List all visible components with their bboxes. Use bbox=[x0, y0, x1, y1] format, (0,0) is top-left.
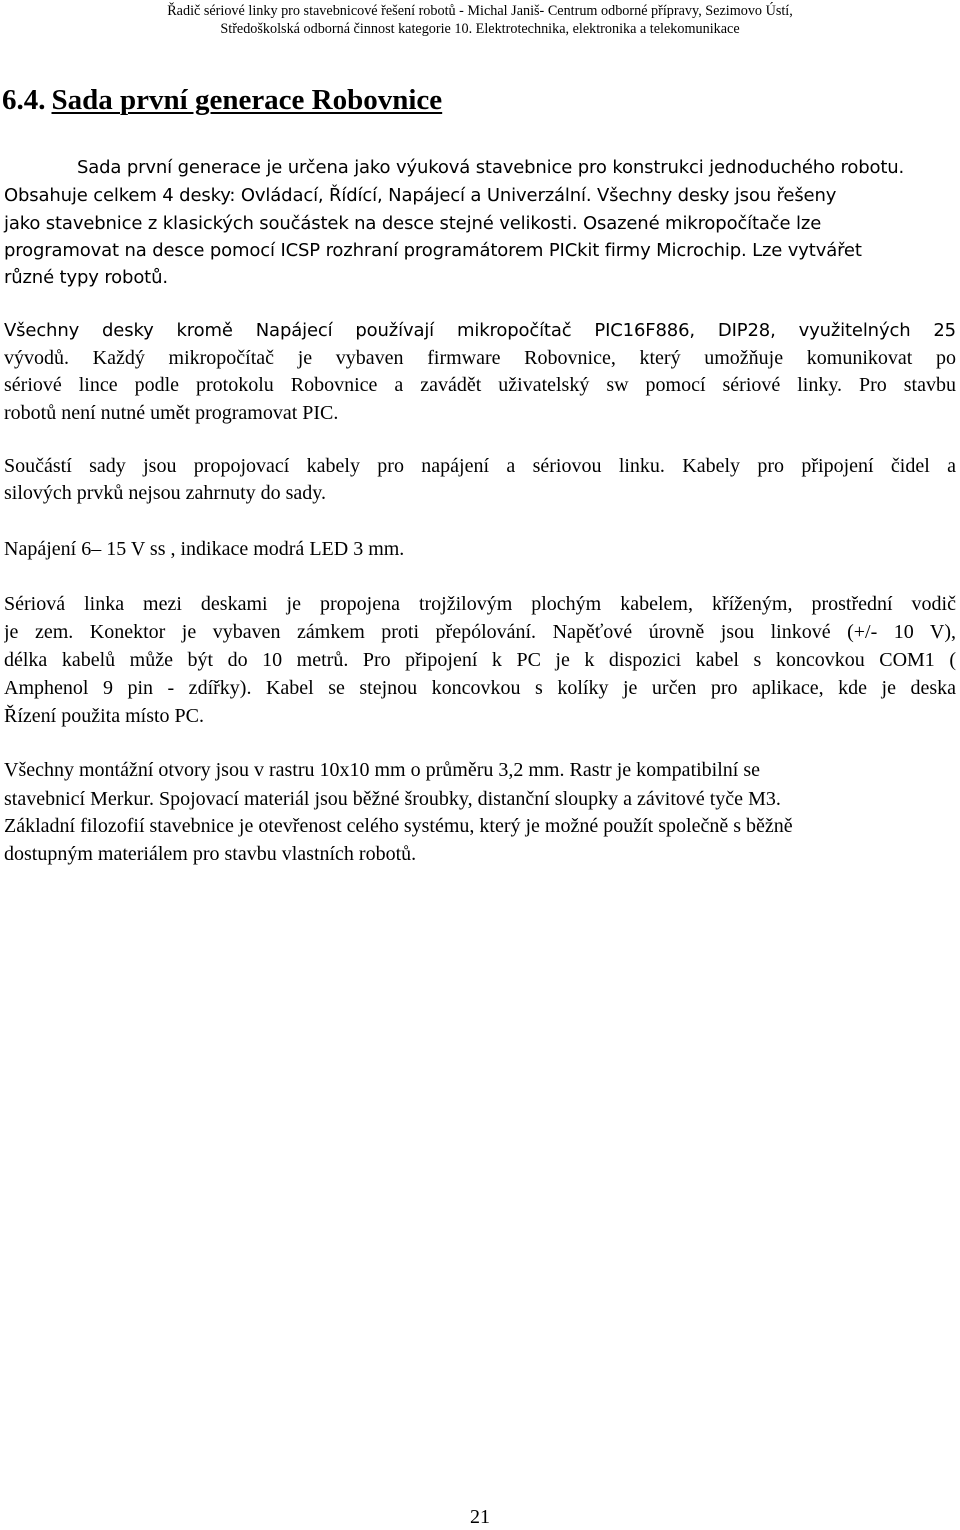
paragraph-1-line-4: programovat na desce pomocí ICSP rozhraní programátorem PICkit firmy Microchip. Lze vytvářet bbox=[4, 240, 862, 261]
paragraph-3-line-1: Součástí sady jsou propojovací kabely pro napájení a sériovou linku. Kabely pro připojení čidel a bbox=[4, 455, 956, 477]
paragraph-4-line-1: Napájení 6– 15 V ss , indikace modrá LED 3 mm. bbox=[4, 538, 405, 560]
paragraph-5-line-1: Sériová linka mezi deskami je propojena trojžilovým plochým kabelem, kříženým, prostřední vodič bbox=[4, 593, 956, 615]
paragraph-1-line-3: jako stavebnice z klasických součástek na desce stejné velikosti. Osazené mikropočítače lze bbox=[4, 213, 822, 234]
paragraph-6-line-2: stavebnicí Merkur. Spojovací materiál jsou běžné šroubky, distanční sloupky a závitové tyče M3. bbox=[4, 788, 781, 810]
paragraph-5-line-5: Řízení použita místo PC. bbox=[4, 705, 204, 727]
paragraph-5-line-4: Amphenol 9 pin - zdířky). Kabel se stejnou koncovkou s kolíky je určen pro aplikace, kde je deska bbox=[4, 677, 956, 699]
section-number: 6.4. bbox=[2, 84, 46, 116]
paragraph-2-line-1: Všechny desky kromě Napájecí používají mikropočítač PIC16F886, DIP28, využitelných 25 bbox=[4, 320, 956, 341]
header-line-1: Řadič sériové linky pro stavebnicové řešení robotů - Michal Janiš- Centrum odborné přípravy, Sezimovo Ústí, bbox=[167, 3, 793, 19]
paragraph-6-line-1: Všechny montážní otvory jsou v rastru 10x10 mm o průměru 3,2 mm. Rastr je kompatibilní se bbox=[4, 759, 761, 781]
section-heading bbox=[2, 83, 442, 117]
paragraph-1-line-1: Sada první generace je určena jako výuková stavebnice pro konstrukci jednoduchého robotu. bbox=[77, 157, 905, 178]
paragraph-3-line-2: silových prvků nejsou zahrnuty do sady. bbox=[4, 482, 326, 504]
header-line-2: Středoškolská odborná činnost kategorie 10. Elektrotechnika, elektronika a telekomunikace bbox=[220, 21, 740, 37]
paragraph-6-line-3: Základní filozofií stavebnice je otevřenost celého systému, který je možné použít společně s běžně bbox=[4, 815, 793, 837]
paragraph-1-line-5: různé typy robotů. bbox=[4, 267, 168, 288]
paragraph-6-line-4: dostupným materiálem pro stavbu vlastních robotů. bbox=[4, 843, 417, 865]
running-header bbox=[0, 2, 960, 38]
paragraph-5-line-3: délka kabelů může být do 10 metrů. Pro připojení k PC je k dispozici kabel s koncovkou COM1 ( bbox=[4, 649, 956, 671]
page-number: 21 bbox=[470, 1506, 490, 1528]
section-title: Sada první generace Robovnice bbox=[51, 84, 443, 116]
paragraph-2-line-4: robotů není nutné umět programovat PIC. bbox=[4, 402, 339, 424]
paragraph-5-line-2: je zem. Konektor je vybaven zámkem proti přepólování. Napěťové úrovně jsou linkové (+/- 10 V), bbox=[4, 621, 956, 643]
paragraph-1-line-2: Obsahuje celkem 4 desky: Ovládací, Řídící, Napájecí a Univerzální. Všechny desky jsou řešeny bbox=[4, 185, 837, 206]
paragraph-2-line-2: vývodů. Každý mikropočítač je vybaven firmware Robovnice, který umožňuje komunikovat po bbox=[4, 347, 956, 369]
paragraph-2-line-3: sériové lince podle protokolu Robovnice a zavádět uživatelský sw pomocí sériové linky. Pro stavbu bbox=[4, 374, 956, 396]
